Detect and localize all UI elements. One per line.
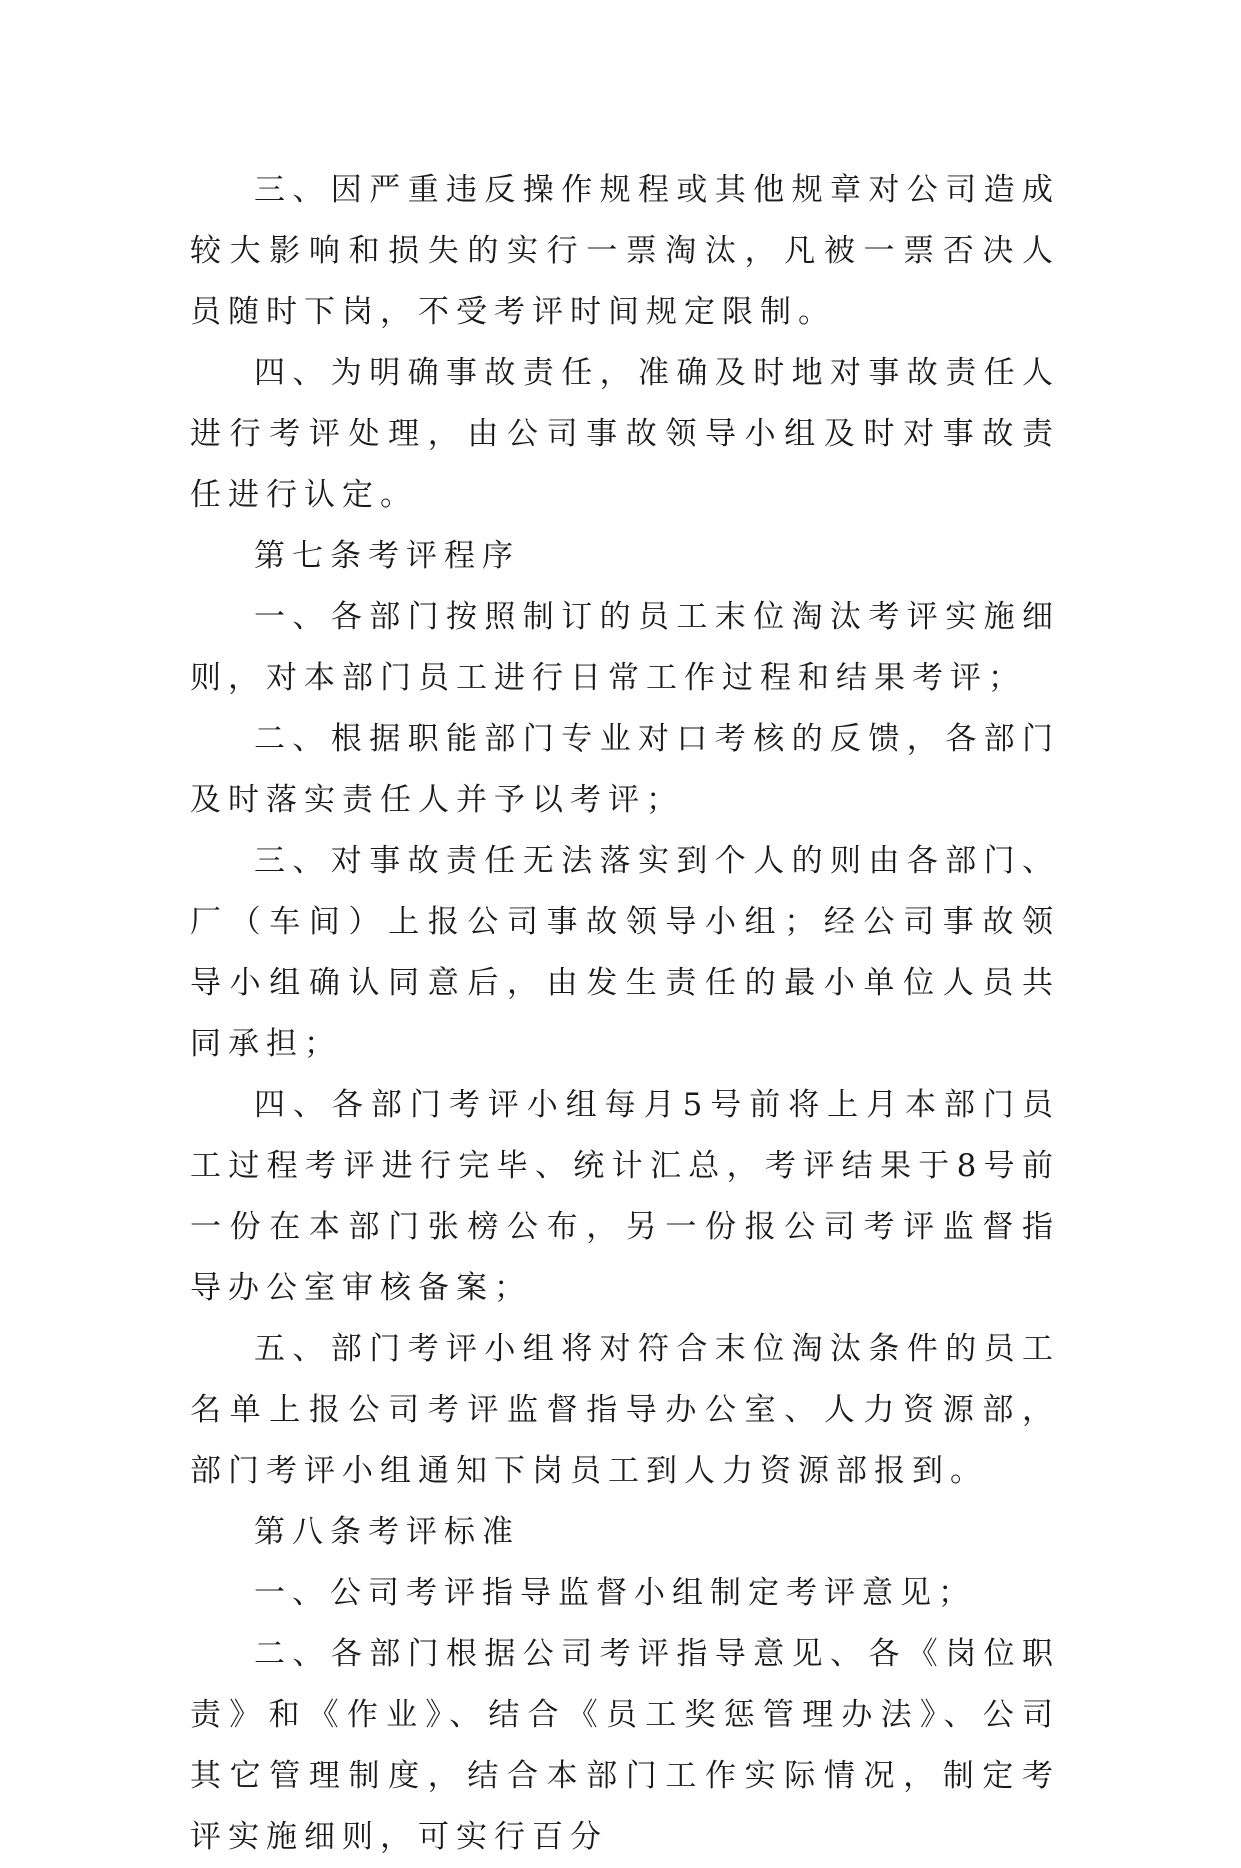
paragraph-procedure-5: 五、部门考评小组将对符合末位淘汰条件的员工名单上报公司考评监督指导办公室、人力资源部，部门考评小组通知下岗员工到人力资源部报到。 xyxy=(190,1331,1060,1489)
paragraph-procedure-4: 四、各部门考评小组每月5号前将上月本部门员工过程考评进行完毕、统计汇总，考评结果于8号前一份在本部门张榜公布，另一份报公司考评监督指导办公室审核备案； xyxy=(190,1087,1060,1306)
paragraph-clause-3-veto: 三、因严重违反操作规程或其他规章对公司造成较大影响和损失的实行一票淘汰，凡被一票否决人员随时下岗，不受考评时间规定限制。 xyxy=(190,172,1060,330)
paragraph-clause-4-accident-responsibility: 四、为明确事故责任，准确及时地对事故责任人进行考评处理，由公司事故领导小组及时对事故责任进行认定。 xyxy=(190,355,1060,513)
paragraph-standard-1: 一、公司考评指导监督小组制定考评意见； xyxy=(254,1575,976,1611)
document-body xyxy=(190,160,1060,1868)
paragraph-procedure-1: 一、各部门按照制订的员工末位淘汰考评实施细则，对本部门员工进行日常工作过程和结果考评； xyxy=(190,599,1060,696)
paragraph-procedure-3: 三、对事故责任无法落实到个人的则由各部门、厂（车间）上报公司事故领导小组；经公司事故领导小组确认同意后，由发生责任的最小单位人员共同承担； xyxy=(190,843,1060,1062)
paragraph-procedure-2: 二、根据职能部门专业对口考核的反馈，各部门及时落实责任人并予以考评； xyxy=(190,721,1060,818)
heading-article-7: 第七条考评程序 xyxy=(254,538,520,574)
heading-article-8: 第八条考评标准 xyxy=(254,1514,520,1550)
paragraph-standard-2: 二、各部门根据公司考评指导意见、各《岗位职责》和《作业》、结合《员工奖惩管理办法》、公司其它管理制度，结合本部门工作实际情况，制定考评实施细则，可实行百分 xyxy=(190,1636,1060,1855)
